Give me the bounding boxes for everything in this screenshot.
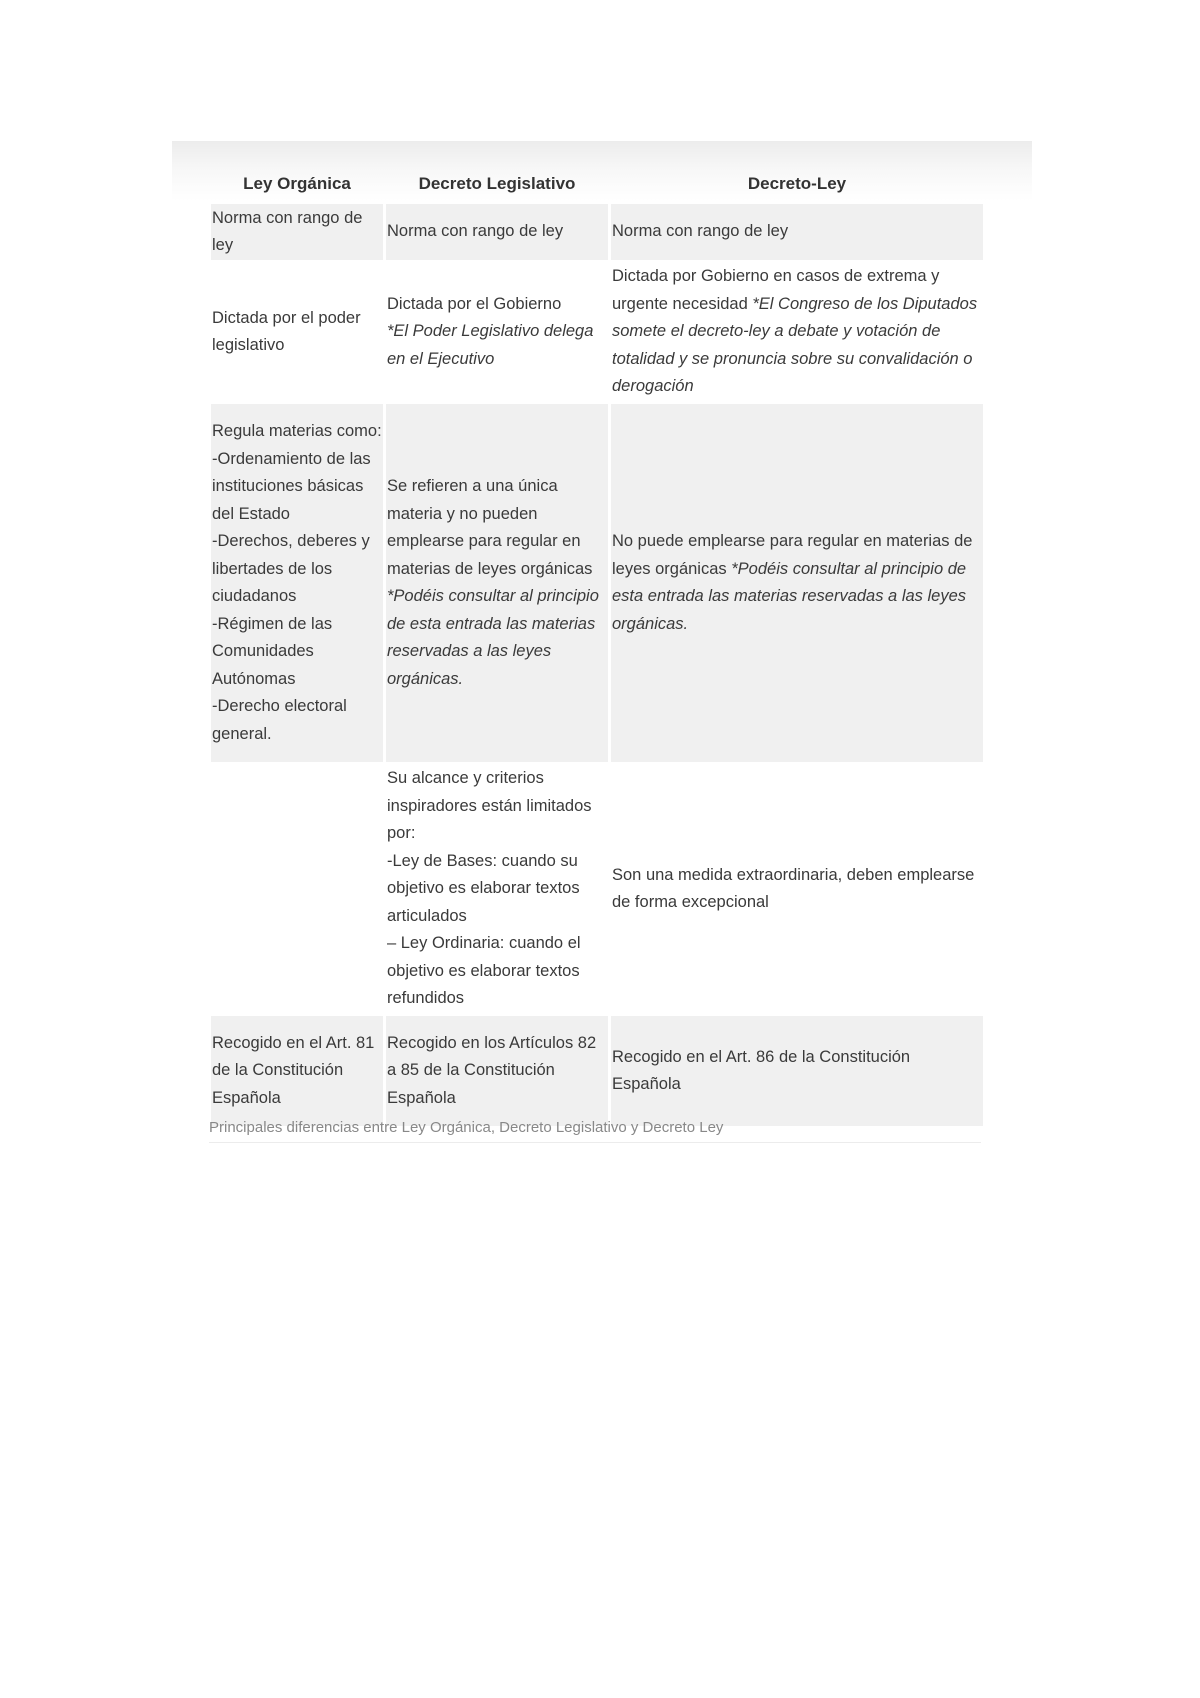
- list-item: -Derechos, deberes y libertades de los ciudadanos: [212, 532, 370, 605]
- cell-decreto-ley: Norma con rango de ley: [611, 204, 983, 260]
- cell-text: Dictada por Gobierno en casos de extrema y urgente necesidad: [612, 267, 940, 313]
- table-header-row: [211, 165, 983, 201]
- header-decreto-legislativo: Decreto Legislativo: [418, 174, 576, 194]
- cell-ley-organica: Recogido en el Art. 81 de la Constitución Española: [211, 1016, 383, 1126]
- cell-decreto-legislativo: [386, 404, 608, 762]
- cell-decreto-ley: [611, 404, 983, 762]
- list-item: -Ordenamiento de las instituciones básicas del Estado: [212, 449, 371, 523]
- cell-intro: Su alcance y criterios inspiradores están limitados por:: [387, 769, 592, 843]
- cell-ley-organica: [211, 404, 383, 762]
- cell-decreto-legislativo: Norma con rango de ley: [386, 204, 608, 260]
- table-row: [211, 204, 983, 260]
- cell-decreto-ley: [611, 263, 983, 401]
- cell-decreto-legislativo: [386, 263, 608, 401]
- cell-decreto-ley: Recogido en el Art. 86 de la Constitución Española: [611, 1016, 983, 1126]
- list-item: -Derecho electoral general.: [212, 697, 347, 743]
- cell-decreto-ley: Son una medida extraordinaria, deben emplearse de forma excepcional: [611, 765, 983, 1013]
- cell-text: No puede emplearse para regular en materias de leyes orgánicas: [612, 532, 973, 578]
- table-row: [211, 404, 983, 762]
- cell-ley-organica: Dictada por el poder legislativo: [211, 263, 383, 401]
- cell-ley-organica: [211, 765, 383, 1013]
- cell-ley-organica: Norma con rango de ley: [211, 204, 383, 260]
- cell-decreto-legislativo: [386, 765, 608, 1013]
- cell-note: *El Poder Legislativo delega en el Ejecutivo: [387, 322, 594, 368]
- cell-note: *Podéis consultar al principio de esta entrada las materias reservadas a las leyes orgánicas.: [612, 559, 967, 633]
- cell-note: *Podéis consultar al principio de esta entrada las materias reservadas a las leyes orgánicas.: [387, 587, 599, 688]
- cell-text: Se refieren a una única materia y no pueden emplearse para regular en materias de leyes orgánicas: [387, 477, 593, 578]
- comparison-table: [208, 162, 986, 1129]
- list-item: – Ley Ordinaria: cuando el objetivo es elaborar textos refundidos: [387, 934, 581, 1008]
- header-decreto-ley: Decreto-Ley: [747, 174, 847, 194]
- table-caption: Principales diferencias entre Ley Orgánica, Decreto Legislativo y Decreto Ley: [209, 1119, 981, 1143]
- cell-text: Dictada por el Gobierno: [387, 294, 562, 313]
- cell-note: *El Congreso de los Diputados somete el decreto-ley a debate y votación de totalidad y se pronuncia sobre su convalidación o derogación: [612, 294, 978, 396]
- header-ley-organica: Ley Orgánica: [243, 174, 351, 194]
- cell-intro: Regula materias como:: [212, 422, 382, 440]
- table-row: [211, 765, 983, 1013]
- table-row: [211, 263, 983, 401]
- cell-decreto-legislativo: Recogido en los Artículos 82 a 85 de la Constitución Española: [386, 1016, 608, 1126]
- table-row: [211, 1016, 983, 1126]
- list-item: -Régimen de las Comunidades Autónomas: [212, 614, 333, 688]
- list-item: -Ley de Bases: cuando su objetivo es elaborar textos articulados: [387, 851, 580, 925]
